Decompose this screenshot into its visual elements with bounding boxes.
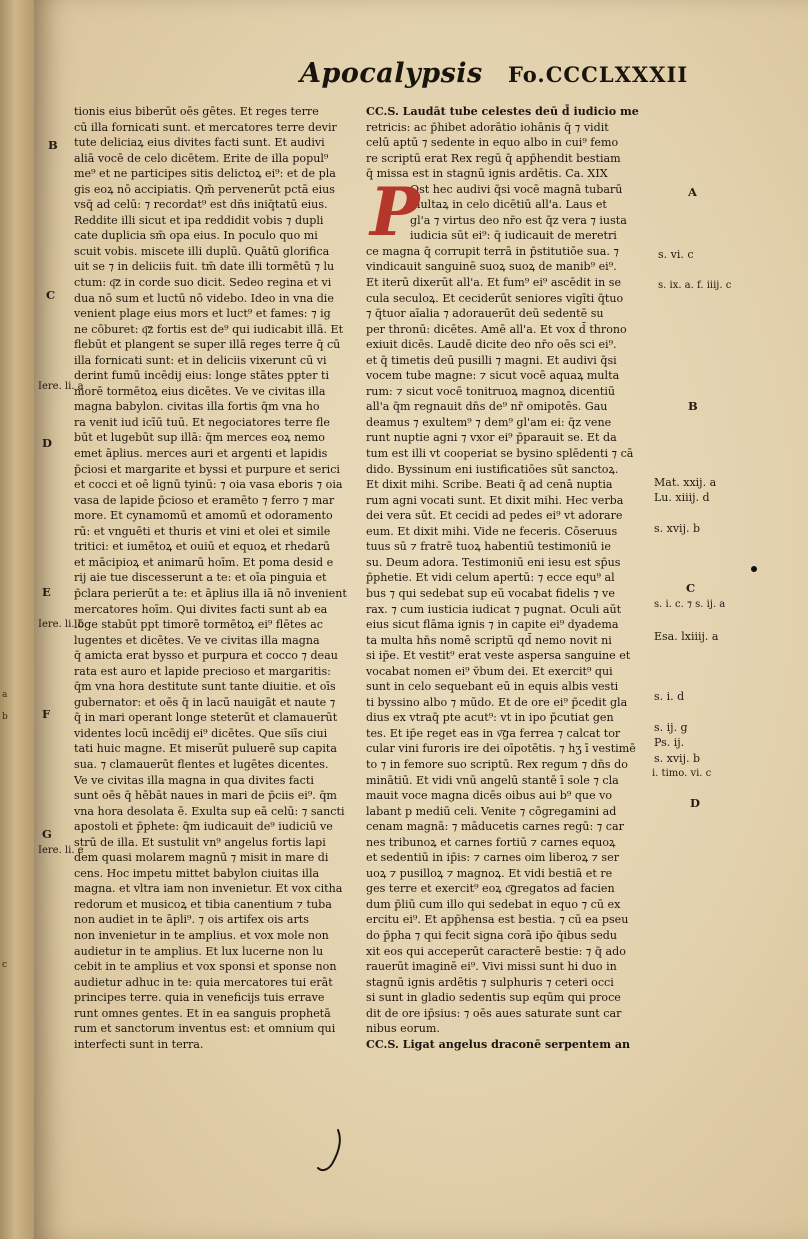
text-line: vna hora desolata ē. Exulta sup eā celū: ⁊ sancti	[74, 804, 345, 818]
text-line: ges terre et exercit⁹ eoꝝ c͞gregatos ad facien	[366, 882, 615, 896]
text-line: lōge stabūt ppt timorē tormētoꝝ ei⁹ flētes ac	[74, 618, 323, 632]
text-line: tritici: et iumētoꝝ et ouiū et equoꝝ et rhedarū	[74, 540, 331, 554]
margin-section-letter: B	[48, 138, 58, 152]
rubricated-initial: P	[370, 173, 420, 251]
text-line: et cocci et oē lignū tyinū: ⁊ oia vasa eboris ⁊ oia	[74, 478, 343, 492]
margin-section-letter: C	[46, 288, 56, 302]
margin-cross-reference: Esa. lxiiij. a	[654, 630, 719, 643]
text-line: apostoli et p̄phete: q̄m iudicauit de⁹ iudiciū ve	[74, 820, 333, 834]
margin-section-letter: E	[42, 585, 51, 599]
text-line: non audiet in te āpli⁹. ⁊ ois artifex ois arts	[74, 913, 309, 927]
text-line: rauerūt imaginē ei⁹. Vivi missi sunt hi duo in	[366, 960, 617, 974]
text-line: derint fumū incēdij eius: longe stātes ppter ti	[74, 369, 330, 383]
margin-cross-reference: Ps. ij.	[654, 736, 685, 749]
text-line: tum est illi vt cooperiat se bysino splēdenti ⁊ cā	[366, 447, 634, 461]
facing-page-note: c	[2, 960, 8, 970]
text-line: venient plage eius mors et luct⁹ et fames: ⁊ ig	[74, 307, 331, 321]
text-line: Reddite illi sicut et ipa reddidit vobis ⁊ dupli	[74, 213, 324, 227]
chapter-summary-heading: CC.S. Laudāt tube celestes deū d̄ iudicio me	[366, 105, 639, 118]
text-line: sunt in celo sequebant eū in equis albis vesti	[366, 680, 619, 694]
text-line: rij aie tue discesserunt a te: et oīa pinguia et	[74, 571, 327, 585]
margin-section-letter: B	[688, 399, 698, 413]
text-line: iudicia sūt ei⁹: q̄ iudicauit de meretri	[410, 229, 617, 243]
text-line: emet āplius. merces auri et argenti et lapidis	[74, 447, 328, 461]
text-line: p̄clara perierūt a te: et āplius illa iā nō invenient	[74, 586, 347, 600]
text-line: me⁹ et ne participes sitis delictoꝝ ei⁹: et de pla	[74, 167, 336, 181]
text-line: non invenietur in te amplius. et vox mole non	[74, 928, 329, 942]
text-line: ta multa hn̄s nomē scriptū qd̄ nemo novit ni	[366, 633, 612, 647]
text-line: strū de illa. Et sustulit vn⁹ angelus fortis lapi	[74, 835, 326, 849]
margin-section-letter: C	[686, 581, 696, 595]
text-line: Ost hec audivi q̄si vocē magnā tubarū	[410, 182, 623, 196]
text-line: vsq̄ ad celū: ⁊ recordat⁹ est dn̄s iniq̄tatū eius.	[74, 198, 328, 212]
text-line: deamus ⁊ exultem⁹ ⁊ dem⁹ gl'am ei: q̄z vene	[366, 415, 612, 429]
text-line: dido. Byssinum eni iustificatiōes sūt sanctoꝝ.	[366, 462, 619, 476]
text-line: cens. Hoc impetu mittet babylon ciuitas illa	[74, 866, 320, 880]
facing-page-note: b	[2, 712, 8, 722]
text-line: runt omnes gentes. Et in ea sanguis prophetā	[74, 1006, 331, 1020]
margin-cross-reference: s. xvij. b	[654, 522, 701, 535]
text-line: redorum et musicoꝝ et tibia canentium ⁊ tuba	[74, 897, 332, 911]
text-line: bus ⁊ qui sedebat sup eū vocabat fidelis ⁊ ve	[366, 586, 615, 600]
text-line: scuit vobis. miscete illi duplū. Quātū glorifica	[74, 244, 330, 258]
text-line: cebit in te amplius et vox sponsi et sponse non	[74, 960, 337, 974]
text-line: per thronū: dicētes. Amē all'a. Et vox d̄ throno	[366, 322, 627, 336]
text-line: celū aptū ⁊ sedente in equo albo in cui⁹ femo	[366, 136, 619, 150]
left-text-column	[74, 104, 350, 1051]
text-line: cū illa fornicati sunt. et mercatores terre devir	[74, 120, 337, 134]
text-line: vocem tube magne: ⁊ sicut vocē aquaꝝ multa	[366, 369, 620, 383]
text-line: lugentes et dicētes. Ve ve civitas illa magna	[74, 633, 320, 647]
text-line: q̄ in mari operant longe steterūt et clamauerūt	[74, 711, 338, 725]
text-line: re scriptū erat Rex regū q̄ app̄hendit bestiam	[366, 151, 621, 165]
facing-page-note: a	[2, 690, 8, 700]
text-line: mauit voce magna dicēs oibus aui b⁹ que vo	[366, 789, 613, 803]
folio-number: Fo.CCCLXXXII	[508, 62, 689, 87]
text-line: et sedentiū in ip̄is: ⁊ carnes oim liberoꝝ ⁊ ser	[366, 851, 619, 865]
text-line: all'a q̄m regnauit dn̄s de⁹ nr̄ omipotēs. Gau	[366, 400, 608, 414]
margin-cross-reference: s. i. c. ⁊ s. ij. a	[654, 599, 726, 610]
text-line: gubernator: et oēs q̄ in lacū nauigāt et naute ⁊	[74, 695, 336, 709]
text-line: nibus eorum.	[366, 1022, 440, 1036]
text-line: uit se ⁊ in deliciis fuit. tm̄ date illi tormētū ⁊ lu	[74, 260, 335, 274]
margin-cross-reference: Iere. li. b	[38, 619, 85, 630]
text-line: dua nō sum et luctū nō videbo. Ideo in vna die	[74, 291, 334, 305]
text-line: stagnū ignis ardētis ⁊ sulphuris ⁊ ceteri occi	[366, 975, 614, 989]
next-chapter-heading: CC.S. Ligat angelus draconē serpentem an	[366, 1037, 631, 1051]
margin-cross-reference: Mat. xxij. a	[654, 476, 717, 489]
margin-cross-reference: Iere. li. e	[38, 845, 84, 856]
text-line: cate duplicia sm̄ opa eius. In poculo quo mi	[74, 229, 318, 243]
text-line: dit de ore ip̄sius: ⁊ oēs aues saturate sunt car	[366, 1006, 622, 1020]
margin-section-letter: F	[42, 707, 51, 721]
text-line: rum: ⁊ sicut vocē tonitruoꝝ magnoꝝ dicentiū	[366, 384, 616, 398]
text-line: nes tribunoꝝ et carnes fortiū ⁊ carnes equoꝝ	[366, 835, 616, 849]
text-line: tati huic magne. Et miserūt puluerē sup capita	[74, 742, 337, 756]
text-line: videntes locū incēdij ei⁹ dicētes. Que siīs ciui	[74, 726, 328, 740]
margin-section-letter: G	[42, 827, 52, 841]
text-line: mercatores hoīm. Qui divites facti sunt ab ea	[74, 602, 328, 616]
text-line: principes terre. quia in veneficijs tuis errave	[74, 991, 325, 1005]
text-line: si ip̄e. Et vestit⁹ erat veste aspersa sanguine et	[366, 649, 631, 663]
text-line: Ve ve civitas illa magna in qua divites facti	[74, 773, 314, 787]
margin-cross-reference: s. xvij. b	[654, 752, 701, 765]
text-line: rū: et vnguēti et thuris et vini et olei et simile	[74, 524, 331, 538]
text-line: rata est auro et lapide precioso et margaritis:	[74, 664, 331, 678]
text-line: flebūt et plangent se super illā reges terre q̄ cū	[74, 338, 341, 352]
running-head	[300, 58, 689, 98]
text-line: illa fornicati sunt: et in deliciis vixerunt cū vi	[74, 353, 327, 367]
facing-page-edge	[0, 0, 36, 1239]
text-line: dem quasi molarem magnū ⁊ misit in mare di	[74, 851, 329, 865]
text-line: sunt oēs q̄ hēbāt naues in mari de p̄ciis ei⁹. q̄m	[74, 789, 337, 803]
text-line: multaꝝ in celo dicētiū all'a. Laus et	[410, 198, 607, 212]
text-line: audietur adhuc in te: quia mercatores tui erāt	[74, 975, 333, 989]
text-line: retricis: ac p̄hibet adorātio iohānis q̄ ⁊ vidit	[366, 120, 609, 134]
text-line: dius ex vtraq̄ pte acut⁹: vt in ipo p̄cutiat gen	[366, 711, 614, 725]
text-line: ctum: q͞z in corde suo dicit. Sedeo regina et vi	[74, 276, 332, 290]
text-line: rum agni vocati sunt. Et dixit mihi. Hec verba	[366, 493, 624, 507]
text-line: si sunt in gladio sedentis sup eqūm qui proce	[366, 991, 621, 1005]
text-line: Et dixit mihi. Scribe. Beati q̄ ad cenā nuptia	[366, 478, 613, 492]
text-line: sua. ⁊ clamauerūt flentes et lugētes dicentes.	[74, 757, 329, 771]
text-line: rax. ⁊ cum iusticia iudicat ⁊ pugnat. Oculi aūt	[366, 602, 622, 616]
text-line: p̄ciosi et margarite et byssi et purpure et serici	[74, 462, 340, 476]
text-line: q̄ missa est in stagnū ignis ardētis. Ca. XIX	[366, 167, 608, 181]
text-line: ce magna q̄ corrupit terrā in p̄stitutiōe sua. ⁊	[366, 244, 619, 258]
text-line: tuus sū ⁊ fratrē tuoꝝ habentiū testimoniū ie	[366, 540, 611, 554]
text-line: labant p mediū celi. Venite ⁊ cōgregamini ad	[366, 804, 617, 818]
margin-cross-reference: s. i. d	[654, 690, 685, 703]
text-line: Et iterū dixerūt all'a. Et fum⁹ ei⁹ ascēdit in se	[366, 276, 622, 290]
text-line: et mācipioꝝ et animarū hoīm. Et poma desid e	[74, 555, 334, 569]
text-line: su. Deum adora. Testimoniū eni iesu est sp̄us	[366, 555, 621, 569]
text-line: runt nuptie agni ⁊ vxor ei⁹ p̄parauit se. Et da	[366, 431, 617, 445]
margin-cross-reference: s. ij. g	[654, 721, 688, 734]
text-line: gl'a ⁊ virtus deo nr̄o est q̄z vera ⁊ iusta	[410, 213, 627, 227]
text-line: dum p̄liū cum illo qui sedebat in equo ⁊ cū ex	[366, 897, 621, 911]
text-line: aliā vocē de celo dicētem. Erite de illa popul⁹	[74, 151, 329, 165]
text-line: ne cōburet: q͞z fortis est de⁹ qui iudicabit illā. Et	[74, 322, 344, 336]
text-line: q̄m vna hora destitute sunt tante diuitie. et oīs	[74, 680, 336, 694]
text-line: eius sicut flāma ignis ⁊ in capite ei⁹ dyadema	[366, 618, 619, 632]
text-line: vocabat nomen ei⁹ v̄bum dei. Et exercit⁹ qui	[366, 664, 613, 678]
margin-cross-reference: Iere. li. a	[38, 381, 84, 392]
margin-section-letter: D	[42, 436, 52, 450]
text-line: tionis eius biberūt oēs gētes. Et reges terre	[74, 105, 319, 118]
text-line: do p̄pha ⁊ qui fecit signa corā ip̄o q̄ibus sedu	[366, 928, 618, 942]
text-line: ra venit iud icīū tuū. Et negociatores terre fle	[74, 415, 330, 429]
text-line: cula seculoꝝ. Et ceciderūt seniores vigīti q̄tuo	[366, 291, 624, 305]
margin-section-letter: A	[688, 185, 697, 199]
text-line: gis eoꝝ nō accipiatis. Qm̄ pervenerūt pctā eius	[74, 182, 335, 196]
margin-cross-reference: s. vi. c	[658, 248, 694, 261]
text-line: p̄phetie. Et vidi celum apertū: ⁊ ecce equ⁹ al	[366, 571, 615, 585]
text-line: cenam magnā: ⁊ māducetis carnes regū: ⁊ car	[366, 820, 624, 834]
text-line: interfecti sunt in terra.	[74, 1037, 204, 1051]
text-line: q̄ amicta erat bysso et purpura et cocco ⁊ deau	[74, 649, 338, 663]
text-line: audietur in te amplius. Et lux lucerne non lu	[74, 944, 324, 958]
text-line: to ⁊ in femore suo scriptū. Rex regum ⁊ dn̄s do	[366, 757, 628, 771]
margin-cross-reference: i. timo. vi. c	[652, 768, 712, 779]
margin-section-letter: D	[690, 796, 700, 810]
text-line: ercitu ei⁹. Et app̄hensa est bestia. ⁊ cū ea pseu	[366, 913, 629, 927]
text-line: ti byssino albo ⁊ mūdo. Et de ore ei⁹ p̄cedit gla	[366, 695, 628, 709]
text-line: rum et sanctorum inventus est: et omnium qui	[74, 1022, 336, 1036]
text-line: dei vera sūt. Et cecidi ad pedes ei⁹ vt adorare	[366, 509, 623, 523]
margin-cross-reference: s. ix. a. f. iiij. c	[658, 280, 732, 291]
text-line: et q̄ timetis deū pusilli ⁊ magni. Et audivi q̄si	[366, 353, 617, 367]
text-line: ⁊ q̄tuor aīalia ⁊ adorauerūt deū sedentē su	[366, 307, 604, 321]
text-line: morē tormētoꝝ eius dicētes. Ve ve civitas illa	[74, 384, 326, 398]
ink-spot	[751, 566, 757, 572]
text-line: exiuit dicēs. Laudē dicite deo nr̄o oēs sci ei⁹.	[366, 338, 617, 352]
text-line: magna babylon. civitas illa fortis q̄m vna ho	[74, 400, 320, 414]
text-line: vasa de lapide p̄cioso et eramēto ⁊ ferro ⁊ mar	[74, 493, 335, 507]
text-line: eum. Et dixit mihi. Vide ne feceris. Cōseruus	[366, 524, 618, 538]
text-line: tes. Et ip̄e reget eas in v͞ga ferrea ⁊ calcat tor	[366, 726, 621, 740]
pen-flourish-mark	[312, 1128, 352, 1178]
text-line: uoꝝ ⁊ pusilloꝝ ⁊ magnoꝝ. Et vidi bestiā et re	[366, 866, 613, 880]
text-line: more. Et cynamomū et amomū et odoramento	[74, 509, 333, 523]
text-line: vindicauit sanguinē suoꝝ suoꝝ de manib⁹ ei⁹.	[366, 260, 617, 274]
margin-cross-reference: Lu. xiiij. d	[654, 491, 710, 504]
text-line: tute deliciaꝝ eius divites facti sunt. Et audivi	[74, 136, 325, 150]
text-line: cular vini furoris ire dei oīpotētis. ⁊ hʒ ī vestimē	[366, 742, 636, 756]
text-line: būt et lugebūt sup illā: q̄m merces eoꝝ nemo	[74, 431, 325, 445]
text-line: minātiū. Et vidi vnū angelū stantē ī sole ⁊ cla	[366, 773, 619, 787]
text-line: xit eos qui acceperūt caracterē bestie: ⁊ q̄ ado	[366, 944, 626, 958]
text-line: magna. et vltra iam non invenietur. Et vox citha	[74, 882, 343, 896]
running-head-title: Apocalypsis	[300, 58, 483, 89]
